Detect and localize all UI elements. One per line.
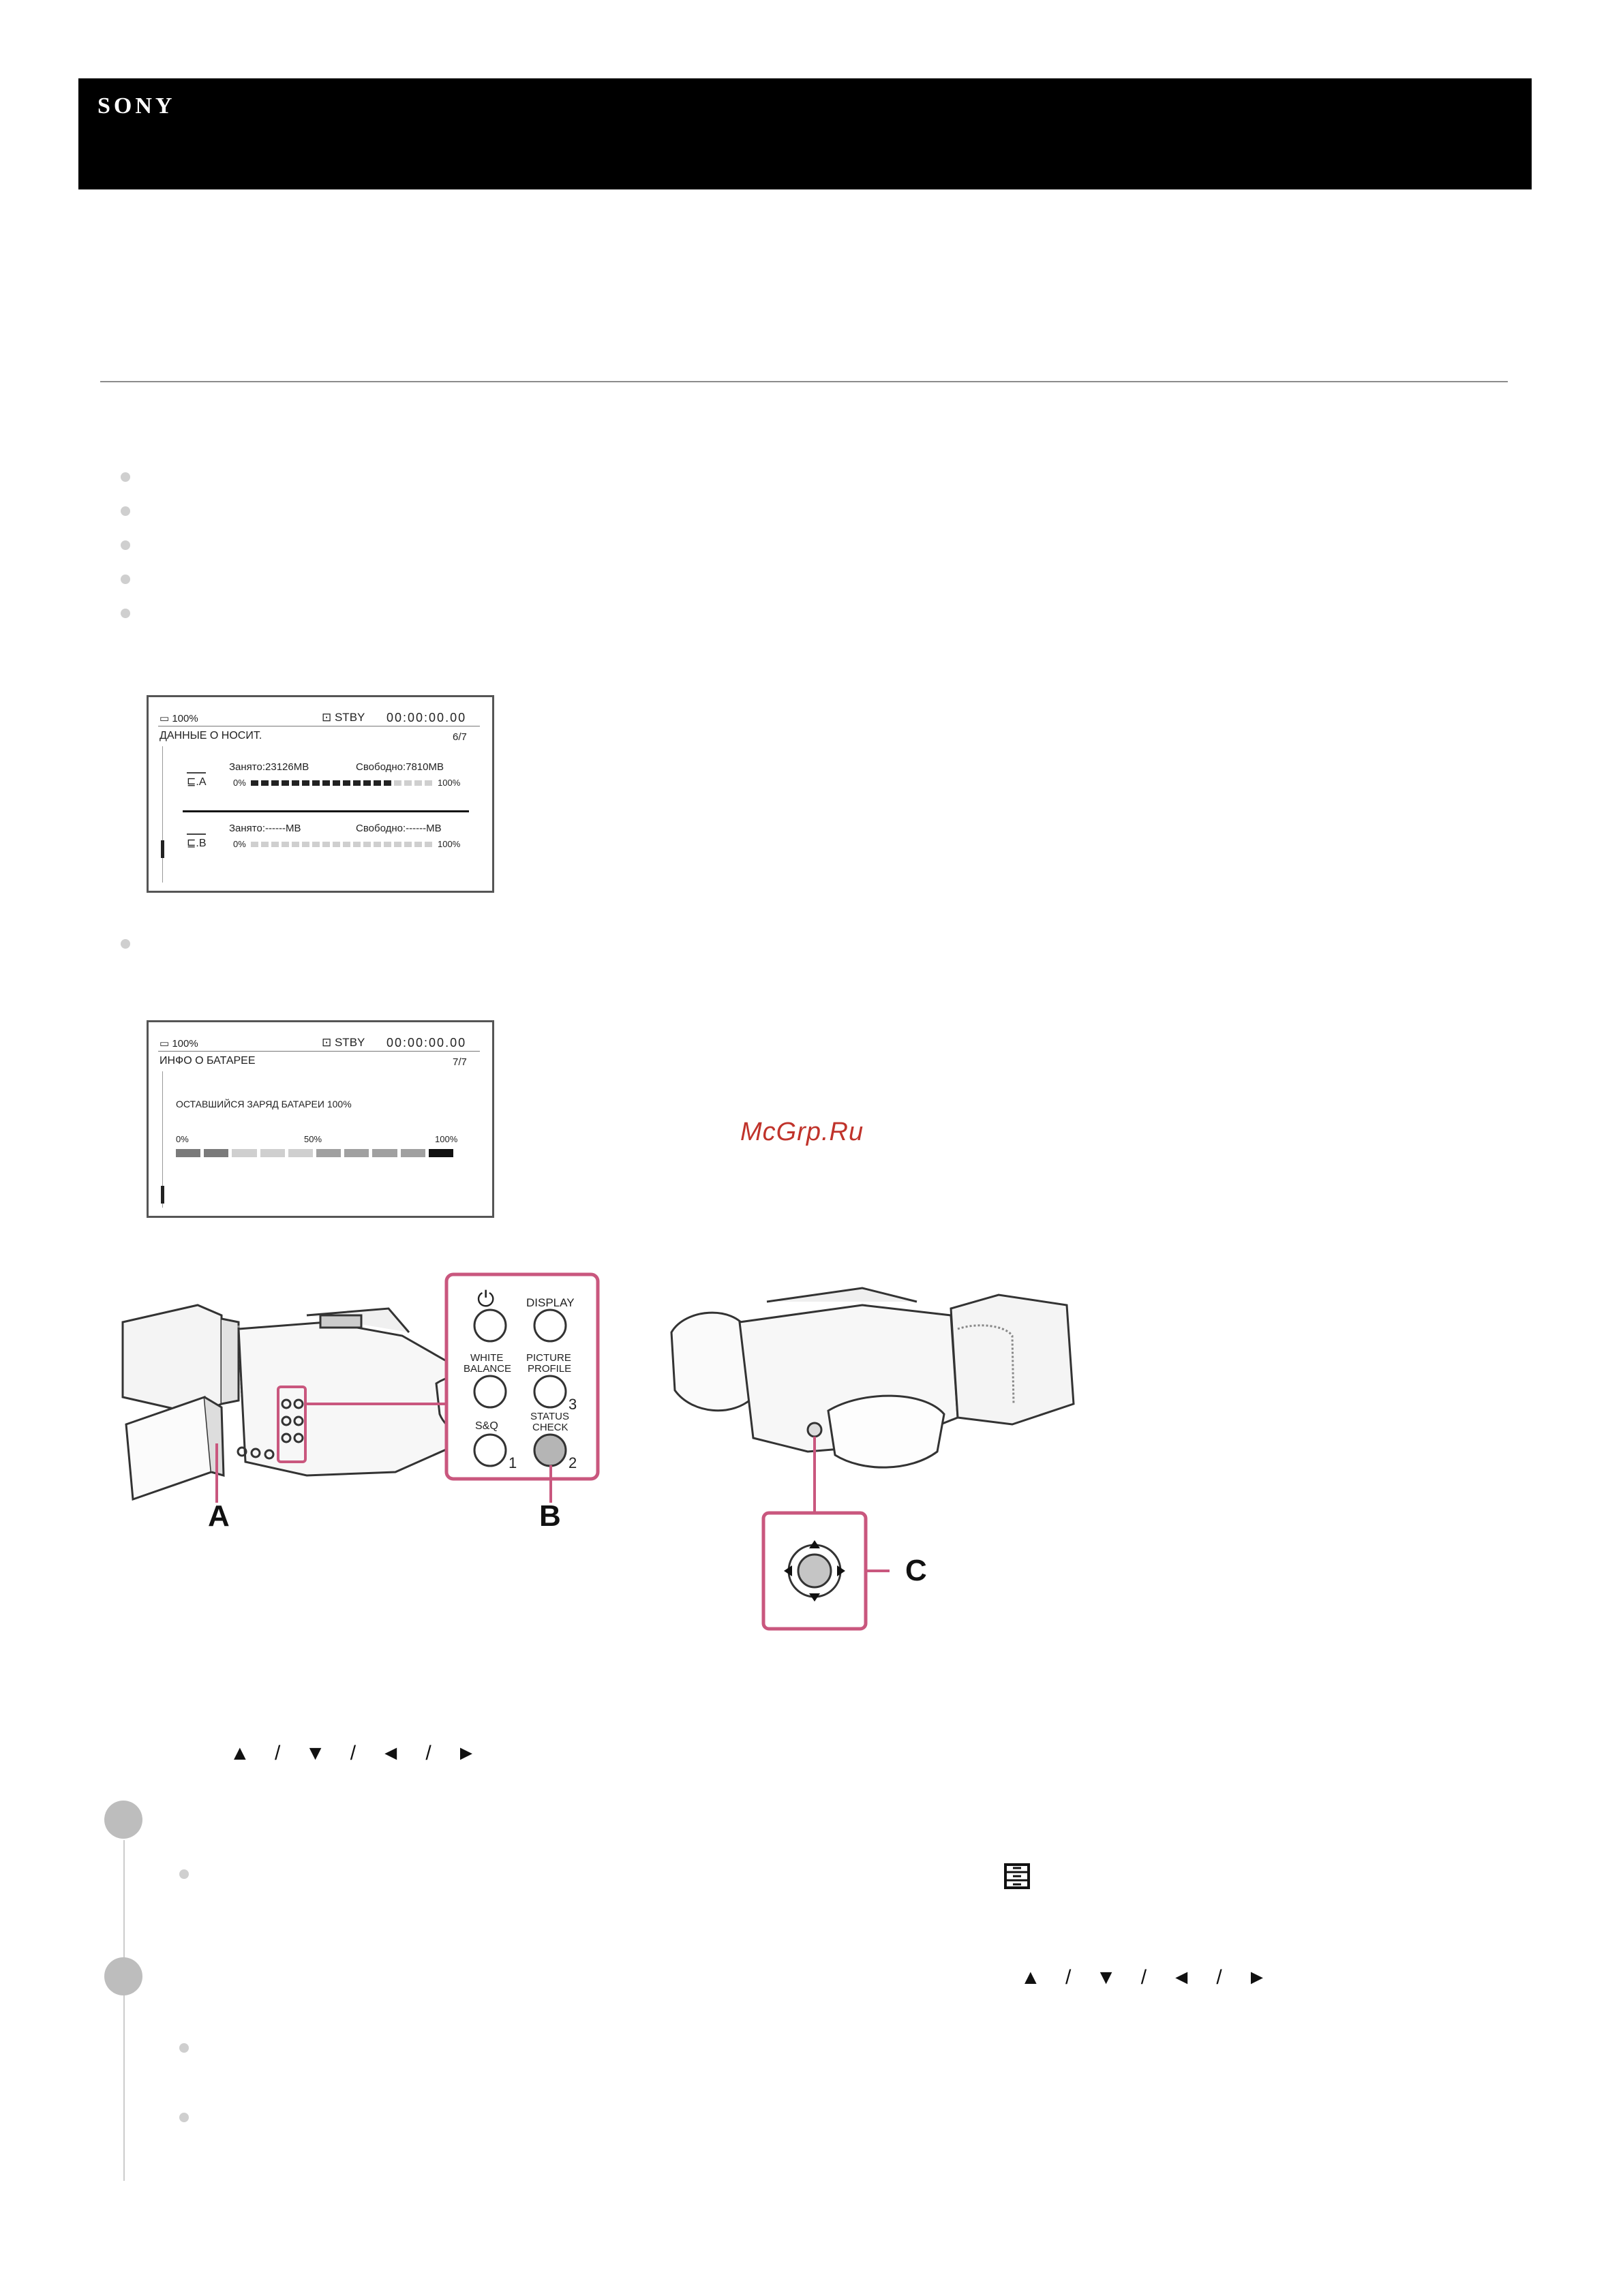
usage-bar-segment <box>312 842 320 847</box>
battery-level-bar <box>176 1149 457 1157</box>
usage-bar-segment <box>353 780 361 786</box>
status-text: ⊡ STBY <box>322 1036 365 1049</box>
status-check-label-2: CHECK <box>532 1422 568 1433</box>
usage-bar-segment <box>353 842 361 847</box>
battery-bar-segment <box>429 1149 453 1157</box>
watermark: McGrp.Ru <box>740 1118 864 1146</box>
step-1-bullet <box>179 1869 189 1879</box>
white-balance-label-2: BALANCE <box>464 1363 512 1375</box>
usage-bar-segment <box>292 780 299 786</box>
sony-logo: SONY <box>97 93 176 119</box>
menu-icon <box>1003 1863 1031 1890</box>
slot-a-min: 0% <box>233 778 246 788</box>
button-number-2: 2 <box>568 1454 577 1471</box>
usage-bar-segment <box>404 842 412 847</box>
usage-bar-segment <box>374 842 381 847</box>
callout-b: B <box>539 1499 561 1533</box>
button-number-3: 3 <box>568 1396 577 1413</box>
step-1-marker <box>104 1801 142 1839</box>
display-button-label: DISPLAY <box>526 1296 575 1309</box>
usage-bar-segment <box>343 842 350 847</box>
usage-bar-segment <box>414 842 422 847</box>
usage-bar-segment <box>282 780 289 786</box>
title-divider <box>100 381 1508 382</box>
scale-50: 50% <box>304 1134 322 1144</box>
battery-indicator: ▭ 100% <box>160 713 198 724</box>
white-balance-label-1: WHITE <box>470 1352 504 1364</box>
direction-arrows-row-1: ▲ / ▼ / ◄ / ► <box>230 1742 486 1764</box>
bullet-4 <box>121 575 130 584</box>
camcorder-rear-illustration <box>658 1268 1080 1636</box>
battery-bar-segment <box>260 1149 285 1157</box>
usage-bar-segment <box>363 842 371 847</box>
usage-bar-segment <box>322 780 330 786</box>
usage-bar-segment <box>343 780 350 786</box>
usage-bar-segment <box>282 842 289 847</box>
slot-b-free: Свободно:------MB <box>356 823 442 834</box>
usage-bar-segment <box>292 842 299 847</box>
steps-timeline <box>123 1840 125 2181</box>
bullet-6 <box>121 939 130 949</box>
timecode: 00:00:00.00 <box>386 711 467 724</box>
bullet-1 <box>121 472 130 482</box>
status-text: ⊡ STBY <box>322 711 365 724</box>
usage-bar-segment <box>425 780 432 786</box>
slot-b-used: Занято:------MB <box>229 823 301 834</box>
battery-bar-segment <box>316 1149 341 1157</box>
timecode: 00:00:00.00 <box>386 1036 467 1050</box>
usage-bar-segment <box>414 780 422 786</box>
header-bar <box>78 78 1532 189</box>
usage-bar-segment <box>333 780 340 786</box>
usage-bar-segment <box>261 780 269 786</box>
usage-bar-segment <box>384 842 391 847</box>
usage-bar-segment <box>251 780 258 786</box>
bullet-2 <box>121 506 130 516</box>
slot-b-min: 0% <box>233 839 246 849</box>
step-2-bullet-1 <box>179 2043 189 2053</box>
usage-bar-segment <box>251 842 258 847</box>
battery-info-screen <box>147 1020 494 1218</box>
battery-bar-segment <box>232 1149 256 1157</box>
sq-button-label: S&Q <box>475 1420 498 1432</box>
battery-bar-segment <box>401 1149 425 1157</box>
usage-bar-segment <box>271 842 279 847</box>
battery-bar-segment <box>204 1149 228 1157</box>
slot-a-max: 100% <box>438 778 461 788</box>
bullet-3 <box>121 540 130 550</box>
usage-bar-segment <box>394 842 401 847</box>
callout-c: C <box>905 1554 927 1587</box>
scale-0: 0% <box>176 1134 189 1144</box>
page-number: 7/7 <box>453 1056 467 1068</box>
slot-a-usage-bar <box>251 780 435 786</box>
usage-bar-segment <box>374 780 381 786</box>
callout-a: A <box>208 1499 230 1533</box>
usage-bar-segment <box>271 780 279 786</box>
battery-remaining: ОСТАВШИЙСЯ ЗАРЯД БАТАРЕИ 100% <box>176 1099 352 1109</box>
screen-title: ИНФО О БАТАРЕЕ <box>160 1055 256 1067</box>
screen-divider <box>158 1051 480 1052</box>
usage-bar-segment <box>333 842 340 847</box>
usage-bar-segment <box>394 780 401 786</box>
usage-bar-segment <box>322 842 330 847</box>
media-info-screen <box>147 695 494 893</box>
picture-profile-label-1: PICTURE <box>526 1352 571 1364</box>
usage-bar-segment <box>261 842 269 847</box>
scrollbar-thumb <box>161 1186 164 1204</box>
scrollbar-track <box>162 746 163 883</box>
usage-bar-segment <box>302 842 309 847</box>
slot-divider <box>183 810 469 812</box>
direction-arrows-row-2: ▲ / ▼ / ◄ / ► <box>1020 1966 1277 1989</box>
page-number: 6/7 <box>453 731 467 743</box>
power-icon: ⏻ <box>477 1287 495 1311</box>
slot-a-used: Занято:23126MB <box>229 761 309 773</box>
usage-bar-segment <box>363 780 371 786</box>
usage-bar-segment <box>302 780 309 786</box>
usage-bar-segment <box>384 780 391 786</box>
usage-bar-segment <box>312 780 320 786</box>
battery-bar-segment <box>344 1149 369 1157</box>
card-slot-b-icon: ⊑.B <box>187 838 207 849</box>
step-2-marker <box>104 1957 142 1995</box>
step-2-bullet-2 <box>179 2113 189 2122</box>
button-number-1: 1 <box>509 1454 517 1471</box>
card-slot-a-icon: ⊑.A <box>187 776 207 788</box>
battery-bar-segment <box>372 1149 397 1157</box>
slot-a-free: Свободно:7810MB <box>356 761 444 773</box>
scale-100: 100% <box>435 1134 458 1144</box>
usage-bar-segment <box>404 780 412 786</box>
status-check-label-1: STATUS <box>530 1411 569 1422</box>
battery-bar-segment <box>176 1149 200 1157</box>
slot-b-usage-bar <box>251 842 435 847</box>
callout-line-b <box>549 1465 552 1503</box>
slot-b-max: 100% <box>438 839 461 849</box>
battery-bar-segment <box>288 1149 313 1157</box>
bullet-5 <box>121 609 130 618</box>
scrollbar-thumb <box>161 840 164 858</box>
screen-title: ДАННЫЕ О НОСИТ. <box>160 730 262 741</box>
usage-bar-segment <box>425 842 432 847</box>
picture-profile-label-2: PROFILE <box>528 1363 572 1375</box>
battery-indicator: ▭ 100% <box>160 1038 198 1050</box>
